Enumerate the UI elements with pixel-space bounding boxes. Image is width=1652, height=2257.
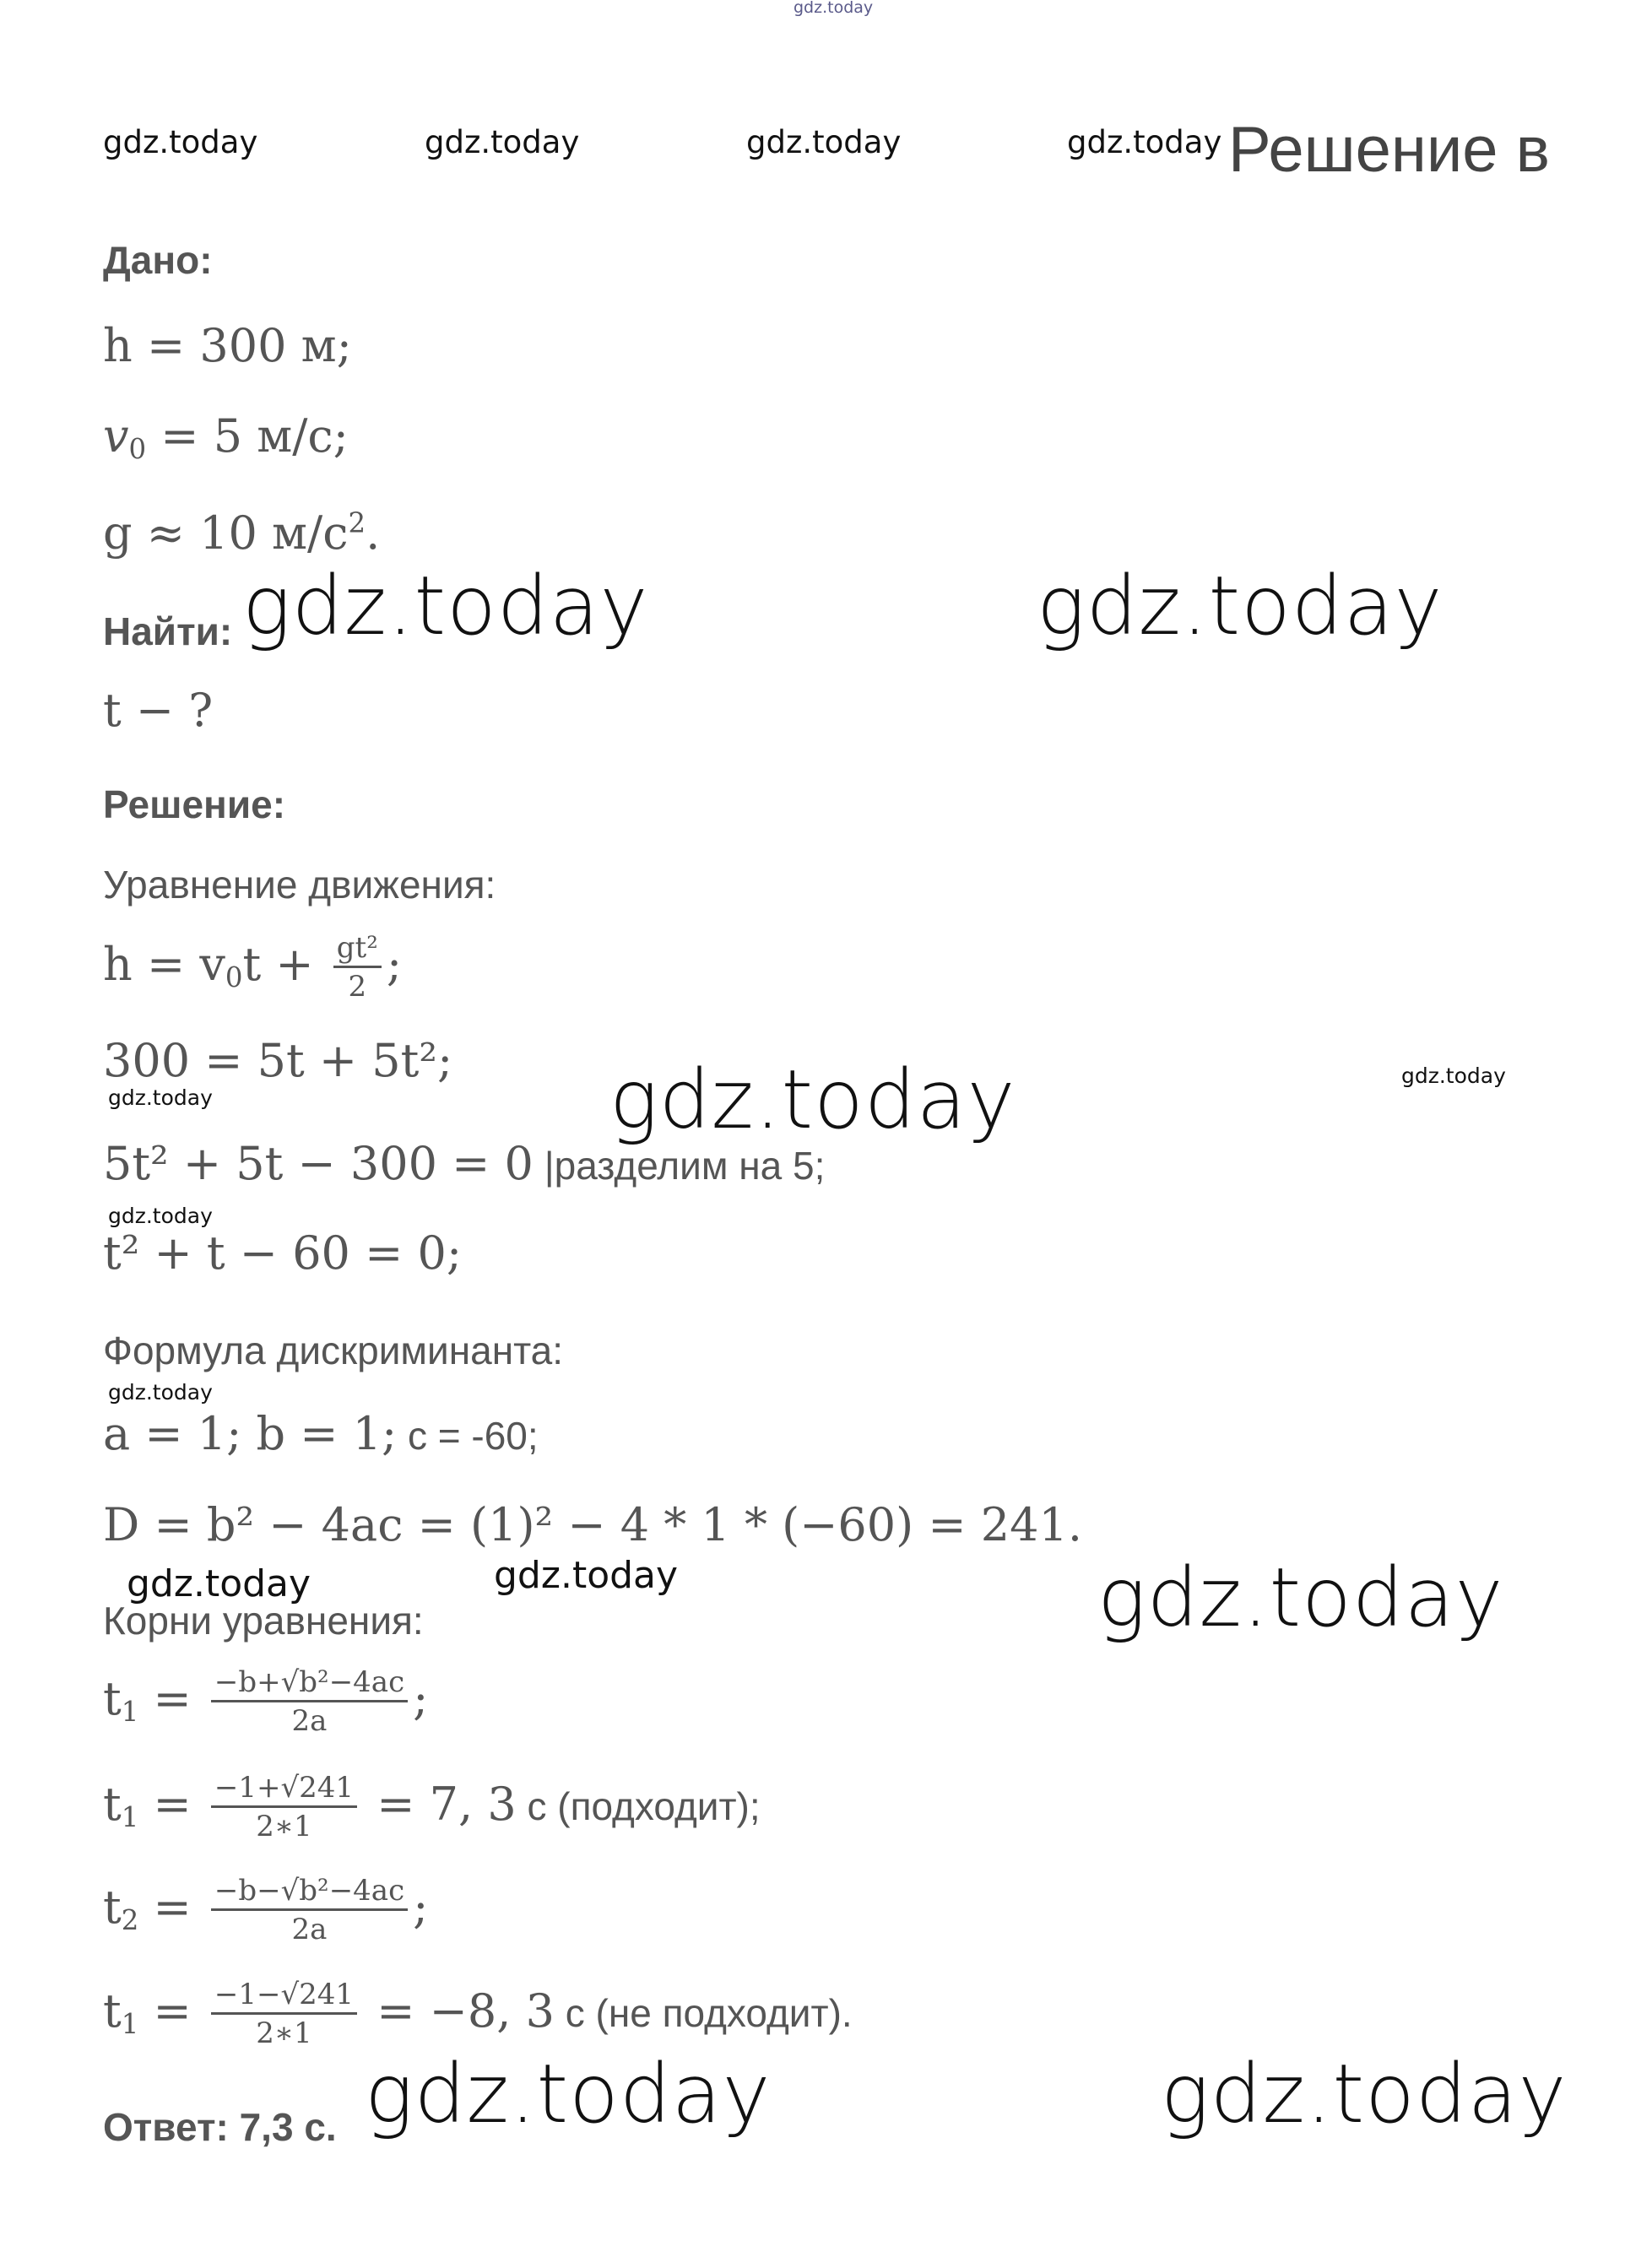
watermark: gdz.today	[609, 1053, 1016, 1147]
eq-substituted: 300 = 5t + 5t²;	[103, 1034, 453, 1087]
eq-reduced: t² + t − 60 = 0;	[103, 1226, 463, 1280]
t1-formula-fraction	[211, 1667, 408, 1738]
watermark: gdz.today	[425, 124, 580, 160]
t1-formula-end: ;	[413, 1671, 429, 1725]
coeffs-text: c = -60;	[397, 1414, 539, 1458]
discriminant-label: Формула дискриминанта:	[103, 1329, 564, 1372]
watermark: gdz.today	[108, 1380, 213, 1405]
t1-value-symbol: t	[103, 1777, 122, 1831]
eq3-note: |разделим на 5;	[533, 1144, 826, 1188]
given-label: Дано:	[103, 238, 213, 282]
watermark: gdz.today	[1161, 2047, 1568, 2141]
g-end: .	[366, 506, 381, 560]
given-h: h = 300 м;	[103, 319, 352, 372]
v0-value: = 5 м/с;	[146, 409, 349, 463]
t2-value: $t_1$ = $\frac{-1-√241}{2∗1}$ = −8, 3 с (не подходит).	[103, 1978, 853, 2051]
t1-value-sub: 1	[121, 1800, 139, 1833]
t2-sub: 2	[121, 1903, 139, 1936]
eq1-fraction	[333, 933, 382, 1004]
given-v0	[103, 409, 349, 466]
t1-value-den: 2∗1	[256, 1810, 312, 1844]
t2-value-num: −1−√241	[211, 1979, 357, 2015]
t1-result: = 7, 3	[362, 1777, 517, 1831]
t1-value: $t_1$ = $\frac{-1+√241}{2∗1}$ = 7, 3 с (подходит);	[103, 1771, 761, 1844]
g-exponent: 2	[348, 506, 366, 539]
given-g	[103, 506, 381, 560]
answer	[103, 2105, 337, 2149]
eq1-lhs: h = v	[103, 937, 225, 991]
t2-value-fraction	[211, 1979, 357, 2050]
watermark: gdz.today	[103, 124, 258, 160]
eq1-mid: t +	[242, 937, 328, 991]
watermark: gdz.today	[242, 559, 649, 653]
t1-value-num: −1+√241	[211, 1773, 357, 1808]
g-value: g ≈ 10 м/с	[103, 506, 349, 560]
discriminant-calc: D = b² − 4ac = (1)² − 4 * 1 * (−60) = 241.	[103, 1498, 1083, 1551]
eq1-sub: 0	[225, 961, 243, 993]
t2-result: = −8, 3	[362, 1984, 555, 2038]
coefficients	[103, 1407, 539, 1460]
roots-label: Корни уравнения:	[103, 1599, 424, 1643]
t2-formula-den: 2a	[291, 1913, 328, 1947]
t1-formula: $t_1$ = $\frac{\text{−b+√b²−4ac}}{2a}$ ;	[103, 1665, 429, 1739]
t2-formula: $t_2$ = $\frac{\text{−b−√b²−4ac}}{2a}$ ;	[103, 1874, 429, 1947]
eq-motion	[103, 933, 402, 1004]
t2-formula-num: −b−√b²−4ac	[211, 1875, 408, 1911]
watermark: gdz.today	[365, 2047, 772, 2141]
eq1-frac-num: gt²	[333, 933, 382, 968]
t2-note: с (не подходит).	[554, 1990, 853, 2035]
watermark: gdz.today	[1097, 1551, 1504, 1645]
find-value: t − ?	[103, 684, 214, 737]
t2-symbol: t	[103, 1880, 122, 1934]
v0-symbol: v	[103, 409, 129, 463]
watermark: gdz.today	[108, 1204, 213, 1228]
t1-formula-den: 2a	[291, 1704, 328, 1739]
t2-formula-fraction	[211, 1875, 408, 1946]
motion-eq-label: Уравнение движения:	[103, 863, 496, 907]
t1-symbol: t	[103, 1671, 122, 1725]
watermark: gdz.today	[494, 1554, 679, 1597]
watermark: gdz.today	[127, 1562, 311, 1605]
t2-value-den: 2∗1	[256, 2016, 312, 2051]
eq3-math: 5t² + 5t − 300 = 0	[103, 1137, 534, 1190]
watermark: gdz.today	[794, 0, 874, 17]
eq-quadratic	[103, 1137, 826, 1190]
eq1-frac-den: 2	[348, 970, 367, 1004]
watermark: gdz.today	[108, 1085, 213, 1110]
t1-note: с (подходит);	[516, 1783, 761, 1828]
watermark: gdz.today	[1401, 1064, 1506, 1088]
t1-value-fraction	[211, 1773, 357, 1843]
watermark: gdz.today	[1067, 124, 1222, 160]
t1-formula-num: −b+√b²−4ac	[211, 1667, 408, 1702]
solution-heading: Решение в	[1228, 114, 1551, 186]
watermark: gdz.today	[746, 124, 902, 160]
t2-value-sub: 1	[121, 2007, 139, 2040]
watermark: gdz.today	[1037, 559, 1443, 653]
answer-value: 7,3 с.	[228, 2105, 337, 2149]
t2-value-symbol: t	[103, 1984, 122, 2038]
solution-label: Решение:	[103, 782, 286, 826]
coeffs-math: a = 1; b = 1;	[103, 1407, 398, 1460]
t1-sub: 1	[121, 1695, 139, 1728]
eq1-end: ;	[386, 937, 403, 991]
t2-formula-end: ;	[413, 1880, 429, 1934]
v0-subscript: 0	[128, 433, 147, 466]
find-label: Найти:	[103, 609, 233, 653]
answer-label: Ответ:	[103, 2105, 229, 2149]
